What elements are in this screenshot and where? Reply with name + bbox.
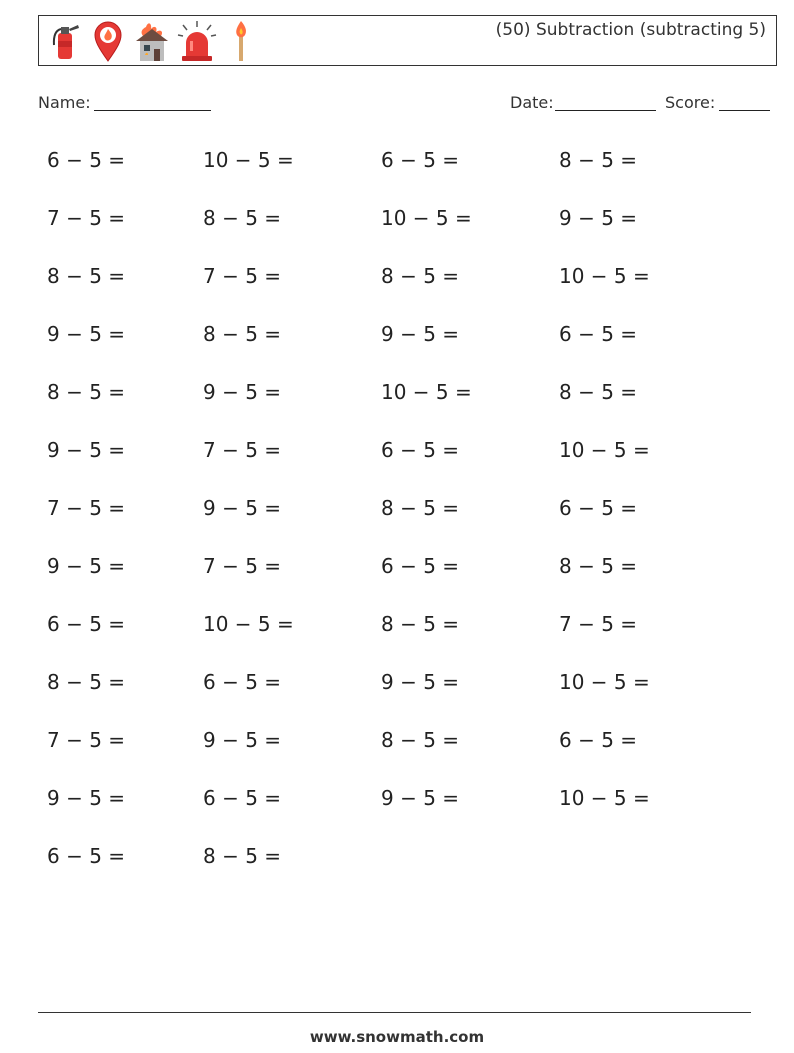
problem-item: 8 − 5 = bbox=[381, 496, 460, 520]
problem-item: 7 − 5 = bbox=[47, 728, 126, 752]
problem-item: 9 − 5 = bbox=[381, 322, 460, 346]
problem-item: 7 − 5 = bbox=[559, 612, 638, 636]
problem-item: 8 − 5 = bbox=[381, 728, 460, 752]
burning-house-icon bbox=[132, 19, 172, 63]
problem-item: 9 − 5 = bbox=[47, 322, 126, 346]
problem-item: 6 − 5 = bbox=[47, 612, 126, 636]
score-blank-line[interactable] bbox=[719, 110, 770, 111]
problem-item: 9 − 5 = bbox=[381, 786, 460, 810]
footer-url: www.snowmath.com bbox=[309, 1028, 485, 1046]
problem-item: 6 − 5 = bbox=[559, 728, 638, 752]
score-label: Score: bbox=[665, 93, 716, 112]
problem-item: 6 − 5 = bbox=[381, 148, 460, 172]
fire-location-pin-icon bbox=[88, 19, 128, 63]
problem-item: 7 − 5 = bbox=[47, 206, 126, 230]
problem-item: 6 − 5 = bbox=[47, 148, 126, 172]
problem-item: 8 − 5 = bbox=[203, 844, 282, 868]
problem-item: 8 − 5 = bbox=[47, 380, 126, 404]
worksheet-title: (50) Subtraction (subtracting 5) bbox=[495, 20, 766, 40]
match-icon bbox=[221, 19, 261, 63]
problem-item: 7 − 5 = bbox=[203, 264, 282, 288]
problem-item: 7 − 5 = bbox=[47, 496, 126, 520]
problem-item: 7 − 5 = bbox=[203, 438, 282, 462]
problem-item: 6 − 5 = bbox=[381, 554, 460, 578]
problem-item: 9 − 5 = bbox=[47, 438, 126, 462]
problem-item: 10 − 5 = bbox=[381, 380, 472, 404]
problem-item: 8 − 5 = bbox=[203, 322, 282, 346]
problem-item: 6 − 5 = bbox=[559, 322, 638, 346]
problem-item: 10 − 5 = bbox=[203, 148, 294, 172]
problem-item: 9 − 5 = bbox=[203, 728, 282, 752]
problem-item: 9 − 5 = bbox=[47, 786, 126, 810]
footer-divider bbox=[38, 1012, 751, 1013]
fire-extinguisher-icon bbox=[45, 19, 85, 63]
name-blank-line[interactable] bbox=[94, 110, 211, 111]
problem-item: 7 − 5 = bbox=[203, 554, 282, 578]
problem-item: 9 − 5 = bbox=[47, 554, 126, 578]
siren-icon bbox=[177, 19, 217, 63]
problem-item: 8 − 5 = bbox=[559, 148, 638, 172]
date-label: Date: bbox=[510, 93, 554, 112]
problem-item: 8 − 5 = bbox=[381, 612, 460, 636]
problem-item: 9 − 5 = bbox=[559, 206, 638, 230]
problem-item: 6 − 5 = bbox=[203, 670, 282, 694]
problem-item: 6 − 5 = bbox=[381, 438, 460, 462]
problem-item: 10 − 5 = bbox=[559, 438, 650, 462]
problem-item: 8 − 5 = bbox=[559, 380, 638, 404]
problem-item: 8 − 5 = bbox=[47, 264, 126, 288]
problem-item: 8 − 5 = bbox=[203, 206, 282, 230]
problem-item: 9 − 5 = bbox=[381, 670, 460, 694]
problem-item: 10 − 5 = bbox=[559, 670, 650, 694]
problem-item: 6 − 5 = bbox=[203, 786, 282, 810]
worksheet-header bbox=[38, 15, 777, 66]
name-label: Name: bbox=[38, 93, 91, 112]
problem-item: 10 − 5 = bbox=[559, 264, 650, 288]
problem-item: 10 − 5 = bbox=[559, 786, 650, 810]
problem-item: 6 − 5 = bbox=[559, 496, 638, 520]
problem-item: 8 − 5 = bbox=[559, 554, 638, 578]
problem-item: 8 − 5 = bbox=[381, 264, 460, 288]
date-blank-line[interactable] bbox=[555, 110, 656, 111]
problem-item: 10 − 5 = bbox=[203, 612, 294, 636]
problem-item: 10 − 5 = bbox=[381, 206, 472, 230]
problem-item: 8 − 5 = bbox=[47, 670, 126, 694]
problem-item: 9 − 5 = bbox=[203, 380, 282, 404]
problem-item: 9 − 5 = bbox=[203, 496, 282, 520]
problem-item: 6 − 5 = bbox=[47, 844, 126, 868]
